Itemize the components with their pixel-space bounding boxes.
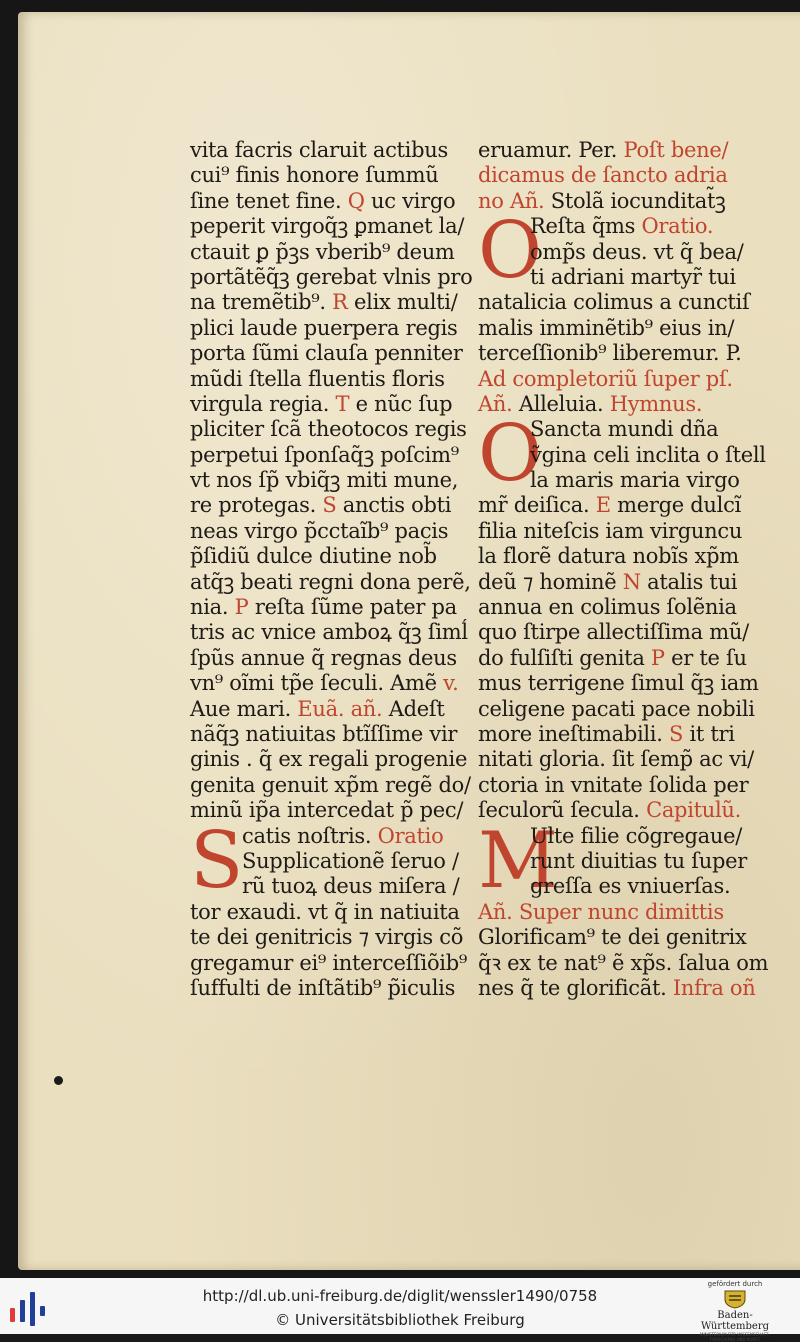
body-text: mũdi ſtella fluentis floris [190,366,445,391]
body-text: er te ſu [664,645,747,670]
body-text: malis imminẽtib⁹ eius in/ [478,315,735,340]
body-text: rũ tuoꝝ deus miſera / [242,874,460,899]
body-text: na tremẽtib⁹. [190,290,333,315]
text-line [478,519,753,544]
body-text: vita facris claruit actibus [190,138,448,162]
text-line [190,341,465,366]
text-line [190,189,465,214]
body-text: peperit virgoq̃ꝫ ꝑmanet la/ [190,214,465,239]
body-text: la maris maria virgo [530,468,740,493]
text-line [190,671,465,696]
text-line [478,900,753,925]
rubric-text: no Añ. [478,188,545,213]
body-text: pliciter ſcã theotocos regis [190,417,467,442]
body-text: it tri [683,721,735,746]
body-text: Adeſt [382,696,445,721]
body-text: more ineſtimabili. [478,721,669,746]
body-text: ṽgina celi inclita o ſtell [530,442,766,467]
body-text: annua en colimus ſolẽnia [478,595,737,620]
text-line [190,722,465,747]
footer-url[interactable]: http://dl.ub.uni-freiburg.de/diglit/wenssler1490/0758 [202,1287,598,1305]
body-text: tor exaudi. vt q̃ in natiuita [190,899,460,924]
text-line [190,493,465,518]
body-text: porta ſũmi clauſa penniter [190,341,463,366]
text-line [190,417,465,442]
text-line [190,316,465,341]
body-text: minũ ip̃a intercedat p̃ pec/ [190,798,464,823]
text-line [190,443,465,468]
body-text: quo ſtirpe allectiſſima mũ/ [478,620,749,645]
text-line [190,925,465,950]
body-text: nes q̃ te glorificãt. [478,975,673,1000]
text-line [190,595,465,620]
text-line [478,189,753,214]
text-line [190,951,465,976]
rubric-text: Añ. Super nunc dimittis [478,899,724,924]
rubric-text: Añ. [478,391,513,416]
body-text: merge dulcĩ [610,493,741,518]
rubric-text: Poſt bene/ [623,138,729,162]
body-text: mr̃ deiſica. [478,493,596,518]
body-text: reſta ſũme pater pa [248,595,457,620]
text-line [478,697,753,722]
body-text: Aue mari. [190,696,298,721]
body-text: Glorificam⁹ te dei genitrix [478,925,747,950]
body-text: ti adriani martyr̃ tui [530,264,736,289]
text-line [190,163,465,188]
body-text: nãq̃ꝫ natiuitas btĩſſime vir [190,721,458,746]
text-line [478,595,753,620]
body-text: q̃ꝛ ex te nat⁹ ẽ xp̃s. ſalua om [478,950,769,975]
text-line [190,772,471,798]
rubric-text: R [332,290,348,315]
rubricated-initial: O [478,206,542,297]
text-line [190,620,468,645]
text-line [478,138,753,163]
rubricated-initial: M [478,815,558,906]
sponsor-name: Baden-Württemberg [700,1310,770,1332]
body-text: atq̃ꝫ beati regni dona perẽ, [190,569,471,594]
body-text: nitati gloria. ſit ſemp̃ ac vi/ [478,747,754,772]
text-line [478,544,753,569]
body-text: ginis . q̃ ex regali progenie [190,747,468,772]
body-text: ctauit ꝑ p̃ꝫs vberib⁹ deum [190,239,455,264]
right-text-column [478,138,769,1001]
text-line [190,214,465,239]
rubric-text: Oratio [377,823,444,848]
text-line [478,975,756,1001]
footer-copyright: © Universitätsbibliothek Freiburg [275,1311,525,1329]
body-text: Alleluia. [512,391,610,416]
text-line [478,646,753,671]
rubricated-initial: O [478,409,542,500]
body-text: nia. [190,595,235,620]
rubric-text: P [234,595,249,620]
body-text: re protegas. [190,493,323,518]
body-text: natalicia colimus a cunctiſ [478,290,750,315]
body-text: ctoria in vnitate ſolida per [478,772,749,797]
body-text: tris ac vnice amboꝝ q̃ꝫ ſimĺ [190,620,468,645]
body-text: eruamur. Per. [478,138,624,162]
text-line [478,341,753,366]
sponsor-ministry: MINISTERIUM FÜR WISSENSCHAFT, FORSCHUNG UND KUNST [700,1332,770,1342]
rubric-text: Euã. añ. [297,696,383,721]
text-line [478,722,753,747]
body-text: ſine tenet fine. [190,188,348,213]
text-line [478,163,753,188]
rubric-text: P [650,645,665,670]
text-line [190,544,465,569]
text-line [190,519,465,544]
text-line [190,290,465,315]
text-line [478,798,753,823]
rubric-text: v. [443,671,459,696]
body-text: gregamur ei⁹ interceſſiõib⁹ [190,950,467,975]
text-line [478,290,753,315]
body-text: mus terrigene ſimul q̃ꝫ iam [478,671,759,696]
rubric-text: E [595,493,611,518]
body-text: cui⁹ finis honore ſummũ [190,163,439,188]
state-crest-icon [722,1289,748,1309]
sponsor-block [690,1280,780,1342]
text-line [190,468,465,493]
body-text: ſeculorũ ſecula. [478,798,647,823]
rubric-text: Hymnus. [609,391,703,416]
body-text: virgula regia. [190,391,336,416]
text-line [478,671,759,696]
body-text: omp̃s deus. vt q̃ bea/ [530,239,744,264]
body-text: genita genuit xp̃m regẽ do/ [190,772,471,797]
body-text: e nũc ſup [349,391,453,416]
text-line [190,392,465,417]
rubric-text: dicamus de ſancto adria [478,163,728,188]
body-text: atalis tui [640,569,738,594]
text-line [190,569,471,595]
text-line [190,900,465,925]
text-line [190,367,465,392]
body-text: Stolã iocunditat̃ꝫ [544,188,726,213]
text-line [190,138,465,163]
body-text: deũ ⁊ hominẽ [478,569,623,594]
text-line [190,798,465,823]
rubric-text: Infra oñ [672,975,756,1000]
body-text: celigene pacati pace nobili [478,696,755,721]
body-text: Sancta mundi dña [530,417,719,442]
body-text: filia niteſcis iam virguncu [478,518,743,543]
body-text: la florẽ datura nobĩs xp̃m [478,544,739,569]
rubric-text: Ad completoriũ ſuper pſ. [478,366,733,391]
body-text: plici laude puerpera regis [190,315,458,340]
body-text: terceſſionib⁹ liberemur. P. [478,341,742,366]
body-text: ſpũs annue q̃ regnas deus [190,645,457,670]
text-line [478,316,753,341]
text-line [190,747,468,772]
body-text: uc virgo [364,188,456,213]
rubric-text: Capitulũ. [646,798,741,823]
body-text: portãtẽq̃ꝫ gerebat vlnis pro [190,264,473,289]
text-line [478,950,769,976]
body-text: greſſa es vniuerſas. [530,874,731,899]
body-text: te dei genitricis ⁊ virgis cõ [190,925,464,950]
text-line [478,773,753,798]
body-text: elix multi/ [347,290,458,315]
text-line [478,493,753,518]
text-line [478,392,753,417]
body-text: anctis obti [336,493,452,518]
text-line [190,240,465,265]
body-text: Supplicationẽ ſeruo / [242,848,459,873]
text-line [478,570,753,595]
sponsor-label: gefördert durch [707,1280,763,1288]
body-text: Ulte filie cõgregaue/ [530,823,742,848]
rubric-text: Oratio. [641,214,714,239]
rubric-text: T [335,391,350,416]
body-text: vt nos ſp̃ vbiq̃ꝫ miti mune, [190,468,459,493]
rubric-text: S [668,721,684,746]
rubric-text: N [622,569,641,594]
text-line [478,747,753,772]
footer-bar [0,1278,800,1342]
body-text: runt diuitias tu ſuper [530,848,747,873]
rubricated-initial: S [190,815,244,906]
body-text: p̃ſidiũ dulce diutine nob̃ [190,544,437,569]
text-line [190,976,465,1001]
rubric-text: S [322,493,337,518]
body-text: perpetui ſponſaq̃ꝫ poſcim⁹ [190,442,459,467]
text-line [478,620,753,645]
text-line [190,697,465,722]
body-text: do fulſiſti genita [478,645,651,670]
left-text-column [190,138,473,1001]
text-line [478,925,753,950]
body-text: catis noſtris. [242,823,378,848]
text-line [190,646,465,671]
binding-hole [54,1076,63,1085]
text-line [478,367,753,392]
rubric-text: Q [347,188,365,213]
body-text: neas virgo p̃cctaĩb⁹ pacis [190,518,449,543]
body-text: vn⁹ oĩmi tp̃e ſeculi. Amẽ [190,671,444,696]
body-text: Reſta q̃ms [530,214,642,239]
text-line [190,264,473,290]
body-text: ſuffulti de inſtãtib⁹ p̃iculis [190,975,456,1000]
